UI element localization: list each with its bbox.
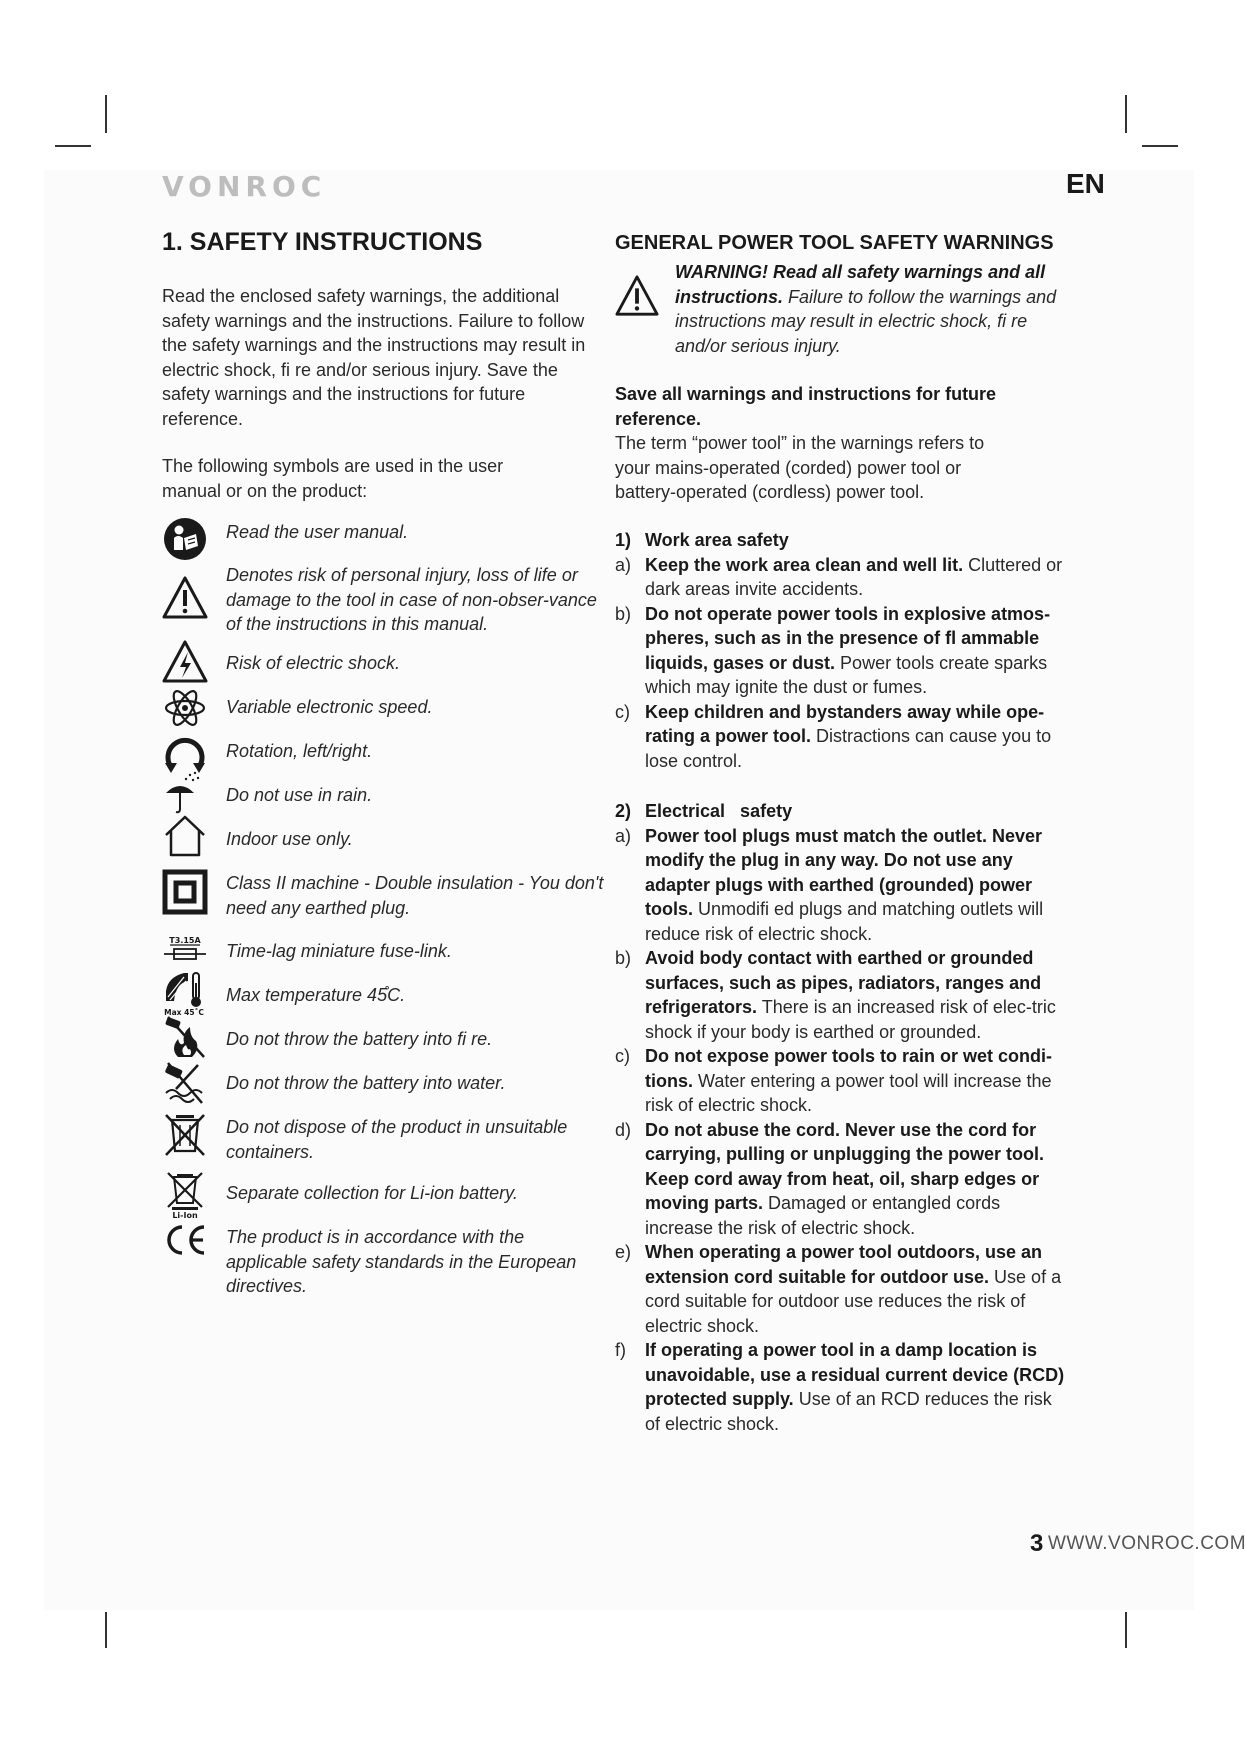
ce-mark-icon bbox=[162, 1217, 208, 1263]
general-text bbox=[615, 382, 1065, 505]
item-bold: When operating a power tool outdoors, use an extension cord suitable for outdoor use. bbox=[645, 1242, 1043, 1287]
save-instructions: Save all warnings and instructions for future reference. bbox=[615, 384, 997, 429]
intro-paragraph: Read the enclosed safety warnings, the additional safety warnings and the instructions. Failure to follow the safety warnings and the instructions may result in electric shock, fi re and/or serious injury. Save the safety warnings and the instructions for future reference. bbox=[162, 286, 586, 429]
list-item bbox=[615, 1118, 1065, 1241]
electric-shock-icon bbox=[162, 639, 208, 685]
section-number: 2) bbox=[615, 801, 632, 821]
symbol-description: Class II machine - Double insulation - You don't need any earthed plug. bbox=[226, 873, 604, 918]
crop-mark bbox=[1125, 95, 1127, 133]
item-bold: Power tool plugs must match the outlet. Never modify the plug in any way. Do not use any adapter plugs with earthed (grounded) power tools. bbox=[645, 825, 1043, 919]
item-text: Damaged or entangled cords increase the risk of electric shock. bbox=[645, 1193, 1001, 1238]
section-heading bbox=[615, 528, 1065, 553]
page-number: 3 bbox=[1030, 1530, 1044, 1557]
li-ion-bin-icon bbox=[162, 1169, 208, 1219]
language-code: EN bbox=[1066, 168, 1105, 199]
symbol-description: Time-lag miniature fuse-link. bbox=[226, 941, 452, 961]
warning-triangle-icon bbox=[615, 274, 659, 318]
item-marker: b) bbox=[615, 603, 632, 624]
symbol-description: Do not throw the battery into water. bbox=[226, 1073, 506, 1093]
symbol-description: The product is in accordance with the applicable safety standards in the European directives. bbox=[226, 1227, 577, 1296]
item-marker: e) bbox=[615, 1242, 632, 1262]
crop-mark bbox=[105, 95, 107, 133]
item-text: Use of an RCD reduces the risk of electric shock. bbox=[645, 1389, 1052, 1434]
symbol-description: Do not throw the battery into fi re. bbox=[226, 1029, 493, 1049]
item-bold: Do not operate power tools in explosive atmos-pheres, such as in the presence of fl ammable liquids, gases or dust. bbox=[645, 603, 1051, 673]
item-bold: Do not abuse the cord. Never use the cord for carrying, pulling or unplugging the power tool. Keep cord away from heat, oil, sharp edges or moving parts. bbox=[645, 1119, 1044, 1213]
symbol-description: Rotation, left/right. bbox=[226, 741, 373, 761]
crop-mark bbox=[55, 145, 91, 147]
no-fire-icon bbox=[162, 1013, 208, 1059]
no-rain-icon bbox=[162, 769, 208, 815]
item-bold: Do not expose power tools to rain or wet condi-tions. bbox=[645, 1046, 1053, 1091]
item-text: Power tools create sparks which may ignite the dust or fumes. bbox=[645, 652, 1048, 697]
warning-bold: WARNING! Read all safety warnings and all instructions. bbox=[675, 262, 1046, 307]
work-area-section bbox=[615, 528, 1065, 773]
symbol-description: Risk of electric shock. bbox=[226, 653, 401, 673]
item-marker: a) bbox=[615, 554, 632, 575]
indoor-house-icon bbox=[162, 813, 208, 859]
section-heading bbox=[615, 799, 1065, 824]
item-marker: b) bbox=[615, 948, 632, 968]
symbol-description: Variable electronic speed. bbox=[226, 697, 433, 717]
list-item bbox=[615, 1338, 1065, 1436]
section-heading-text: Electrical safety bbox=[645, 801, 793, 821]
variable-speed-icon bbox=[162, 685, 208, 731]
li-ion-label: Li-Ion bbox=[172, 1211, 198, 1220]
list-item bbox=[615, 553, 1065, 602]
item-marker: d) bbox=[615, 1119, 632, 1140]
item-bold: Avoid body contact with earthed or grounded surfaces, such as pipes, radiators, ranges and refrigerators. bbox=[645, 948, 1042, 1017]
max-temperature-icon bbox=[162, 967, 208, 1017]
item-marker: c) bbox=[615, 701, 630, 722]
symbols-intro: The following symbols are used in the user manual or on the product: bbox=[162, 456, 504, 501]
warning-text bbox=[675, 260, 1065, 358]
item-bold: Keep the work area clean and well lit. bbox=[645, 554, 964, 575]
crossed-bin-icon bbox=[162, 1111, 208, 1157]
item-bold: If operating a power tool in a damp location is unavoidable, use a residual current device (RCD) protected supply. bbox=[645, 1340, 1065, 1409]
item-text: Use of a cord suitable for outdoor use reduces the risk of electric shock. bbox=[645, 1266, 1062, 1336]
max-temp-label: Max 45˚C bbox=[164, 1008, 204, 1017]
item-marker: f) bbox=[615, 1340, 626, 1360]
right-column bbox=[615, 232, 1065, 1434]
section-title: GENERAL POWER TOOL SAFETY WARNINGS bbox=[615, 232, 1054, 254]
electrical-section bbox=[615, 799, 1065, 1436]
item-marker: c) bbox=[615, 1046, 630, 1066]
symbol-description: Indoor use only. bbox=[226, 829, 353, 849]
power-tool-term: The term “power tool” in the warnings refers to your mains-operated (corded) power tool or battery-operated (cordless) power tool. bbox=[615, 433, 985, 502]
list-item bbox=[615, 1044, 1065, 1118]
symbol-description: Do not use in rain. bbox=[226, 785, 373, 805]
read-manual-icon bbox=[162, 516, 208, 562]
warning-rest: Failure to follow the warnings and instructions may result in electric shock, fi re and/or serious injury. bbox=[675, 286, 1057, 356]
page-title: 1. SAFETY INSTRUCTIONS bbox=[162, 228, 483, 256]
symbol-description: Max temperature 45̊C. bbox=[226, 985, 406, 1005]
list-item bbox=[615, 1240, 1065, 1338]
symbol-description: Denotes risk of personal injury, loss of life or damage to the tool in case of non-obser-vance of the instructions in this manual. bbox=[226, 565, 597, 634]
symbol-description: Separate collection for Li-ion battery. bbox=[226, 1183, 518, 1203]
item-text: Unmodifi ed plugs and matching outlets will reduce risk of electric shock. bbox=[645, 899, 1044, 944]
class-ii-icon bbox=[162, 869, 208, 915]
list-item bbox=[615, 946, 1065, 1044]
item-text: Cluttered or dark areas invite accidents. bbox=[645, 554, 1063, 599]
item-text: There is an increased risk of elec-tric shock if your body is earthed or grounded. bbox=[645, 997, 1056, 1042]
website-url: WWW.VONROC.COM bbox=[1048, 1533, 1246, 1554]
list-item bbox=[615, 602, 1065, 700]
list-item bbox=[615, 824, 1065, 947]
warning-triangle-icon bbox=[162, 575, 208, 621]
crop-mark bbox=[1142, 145, 1178, 147]
no-water-icon bbox=[162, 1059, 208, 1105]
crop-mark bbox=[105, 1612, 107, 1648]
crop-mark bbox=[1125, 1612, 1127, 1648]
list-item bbox=[615, 700, 1065, 774]
brand-logo: VONROC bbox=[162, 170, 327, 203]
section-heading-text: Work area safety bbox=[645, 530, 789, 550]
fuse-label: T3.15A bbox=[169, 936, 201, 945]
symbol-description: Do not dispose of the product in unsuitable containers. bbox=[226, 1117, 568, 1162]
section-number: 1) bbox=[615, 530, 632, 550]
left-column bbox=[162, 228, 604, 1296]
symbol-description: Read the user manual. bbox=[226, 522, 409, 542]
item-text: Water entering a power tool will increase the risk of electric shock. bbox=[645, 1070, 1052, 1115]
item-bold: Keep children and bystanders away while ope-rating a power tool. bbox=[645, 701, 1045, 746]
item-text: Distractions can cause you to lose control. bbox=[645, 726, 1052, 771]
item-marker: a) bbox=[615, 825, 632, 846]
